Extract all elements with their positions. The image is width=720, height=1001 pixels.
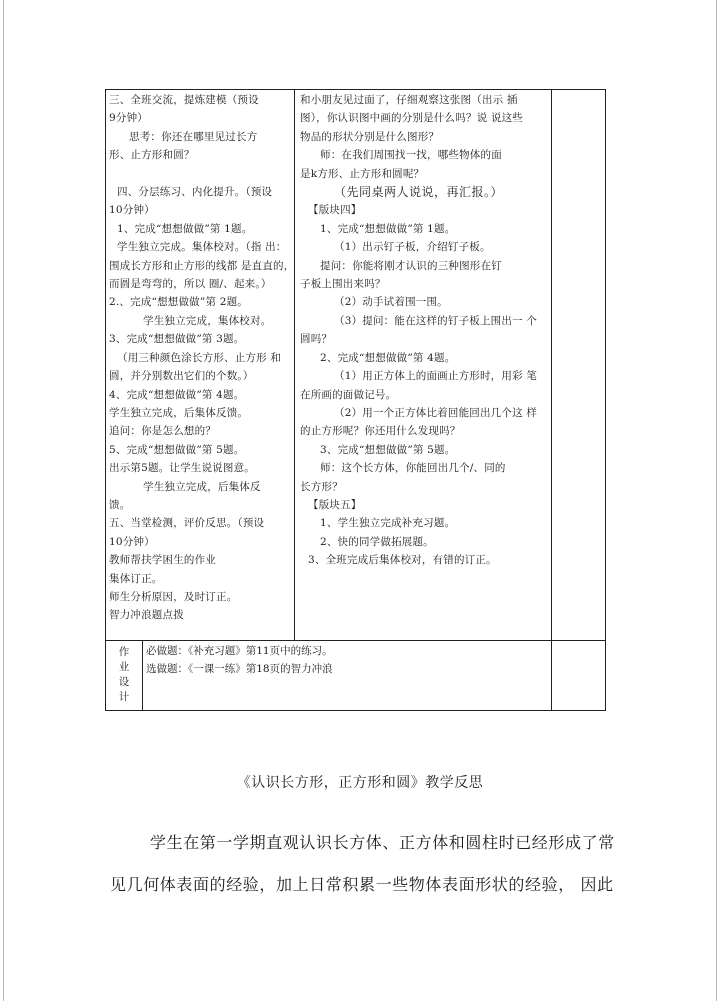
student-line: 的止方形呢？你还用什么发现吗？ [300, 425, 461, 438]
student-line: 和小朋友见过面了，仔细观察这张图（出示 插 [300, 94, 518, 106]
section-heading: 【版块四】 [308, 204, 362, 217]
student-line: 是k方形、止方形和圆呢？ [300, 167, 425, 180]
teacher-line: 4、完成“想想做做”第 4题。 [109, 388, 245, 401]
reflection-body [110, 822, 620, 906]
student-line: （1）出示钉子板，介绍钉子板。 [334, 241, 491, 254]
reflection-line: 学生在第一学期直观认识长方体、正方体和圆柱时已经形成了常 [150, 833, 615, 852]
teacher-line: 10分钟） [109, 204, 155, 217]
label-char: 作 [118, 646, 130, 658]
student-line: 在所画的面做记号。 [300, 388, 397, 401]
student-line: （3）提问：能在这样的钉子板上围出一 个 [334, 314, 538, 327]
teacher-line: 学生独立完成，集体校对。 [143, 314, 272, 327]
student-line: 提问：你能将刚才认识的三种图形在钉 [320, 259, 502, 272]
page-border-right [716, 0, 717, 1001]
homework-design-label [108, 645, 140, 705]
teacher-line: 10分钟） [109, 535, 155, 548]
teacher-line: 学生独立完成，后集体反馈。 [109, 406, 249, 419]
student-line: 2、快的同学做拓展题。 [320, 535, 434, 548]
table-right-border [605, 89, 606, 711]
teacher-line: 围成长方形和止方形的线都 是直直的， [109, 259, 295, 272]
section-heading: 【版块五】 [308, 498, 362, 511]
teacher-line: 教师帮扶学困生的作业 [109, 554, 216, 567]
label-char: 业 [118, 661, 130, 673]
student-activity-cell [300, 91, 550, 570]
teacher-line [109, 165, 293, 183]
teacher-activity-cell [109, 91, 293, 625]
teacher-line: 思考：你还在哪里见过长方 [129, 130, 258, 143]
student-line: （2）动手试着围一围。 [334, 296, 448, 309]
teacher-line: 形、止方形和圆？ [109, 149, 195, 162]
teacher-line: 1、完成“想想做做”第 1题。 [117, 222, 253, 235]
teacher-line: 9分钟） [109, 112, 148, 125]
table-bottom-border [105, 710, 605, 711]
teacher-line: 学生独立完成。集体校对。（指 出： [117, 241, 287, 254]
table-row-divider [105, 640, 605, 641]
teacher-line: 四、分层练习、内化提升。（预设 [117, 186, 273, 199]
reflection-title: 《认识长方形，正方形和圆》教学反思 [236, 775, 484, 791]
student-line: 3、全班完成后集体校对，有错的订正。 [308, 554, 497, 567]
teacher-line: 师生分析原因，及时订正。 [109, 590, 238, 603]
teacher-line: 3、完成“想想做做”第 3题。 [109, 333, 245, 346]
homework-label-divider [142, 640, 143, 711]
teacher-line: 五、当堂检测，评价反思。（预设 [109, 517, 265, 530]
reflection-line: 见几何体表面的经验，加上日常积累一些物体表面形状的经验， 因此 [110, 875, 614, 894]
teacher-line: 学生独立完成，后集体反 [143, 480, 261, 493]
student-line: 3、完成“想想做做”第 5题。 [320, 443, 456, 456]
student-line: 师：在我们周围找一找，哪些物体的面 [320, 149, 502, 162]
teacher-line: 三、全班交流，提炼建模（预设 [109, 94, 259, 106]
student-line: 圆吗？ [300, 333, 333, 346]
table-top-border [105, 89, 605, 90]
homework-required: 必做题：《补充习题》第11页中的练习。 [146, 645, 333, 657]
homework-optional: 选做题：《一课一练》第18页的智力冲浪 [146, 663, 333, 675]
teacher-line: 出示第5题。让学生说说图意。 [109, 462, 255, 475]
student-line: 长方形？ [300, 480, 343, 493]
page-border-left [3, 0, 4, 1001]
teacher-line: 2.、完成“想想做做”第 2题。 [109, 296, 248, 309]
student-line: （2）用一个正方体比着回能回出几个这 样 [334, 406, 538, 419]
teacher-line: 集体订正。 [109, 572, 163, 585]
student-line: 物品的形状分别是什么图形？ [300, 130, 440, 143]
label-char: 设 [118, 676, 130, 688]
teacher-line: 追问：你是怎么想的？ [109, 425, 216, 438]
teacher-line: 5、完成“想想做做”第 5题。 [109, 443, 245, 456]
student-line: （先同桌两人说说，再汇报。） [334, 185, 504, 200]
student-line: 子板上围出来吗？ [300, 278, 386, 291]
student-line: 师：这个长方体，你能回出几个/、同的 [320, 462, 506, 475]
table-left-border [105, 89, 106, 711]
teacher-line: 馈。 [109, 498, 131, 511]
student-line: 1、完成“想想做做”第 1题。 [320, 222, 456, 235]
homework-content [146, 642, 333, 678]
label-char: 计 [118, 691, 130, 703]
table-middle-divider [294, 89, 295, 641]
student-line: 2、完成“想想做做”第 4题。 [320, 351, 456, 364]
teacher-line: 圆，并分别数出它们的个数。） [109, 370, 254, 383]
student-line: 图），你认识图中画的分别是什么吗？说 说这些 [300, 112, 523, 125]
student-line: （1）用正方体上的面画止方形时，用彩 笔 [334, 370, 538, 383]
teacher-line: （用三种颜色涂长方形、止方形 和 [117, 351, 282, 364]
student-line: 1、学生独立完成补充习题。 [320, 517, 456, 530]
teacher-line: 而圆是弯弯的，所以 圈/、起来。） [109, 278, 272, 291]
teacher-line: 智力冲浪题点拨 [109, 609, 184, 622]
table-notes-divider [551, 89, 552, 711]
